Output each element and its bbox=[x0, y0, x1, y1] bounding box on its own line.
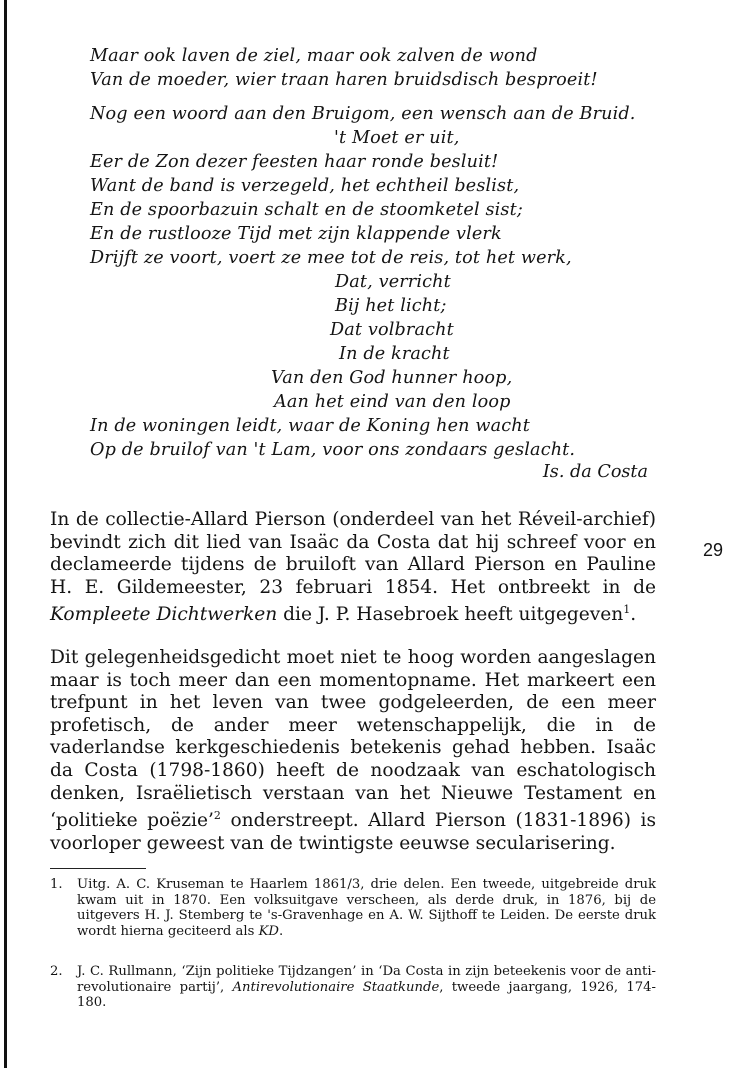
footnote-text-part: Uitg. A. C. Kruseman te Haarlem 1861/3, drie delen. Een tweede, uitgebreide druk kwam uit in 1870. Een volksuitgave verscheen, als derde druk, in 1876, bij de uitgevers H. J. Stemberg te 's-Gravenhage en A. W. Sijthoff te Leiden. De eerste druk wordt hierna geciteerd als bbox=[77, 877, 656, 939]
footnote-text-part: . bbox=[279, 923, 284, 939]
footnote-text-part: , tweede jaargang, 1926, 174-180. bbox=[77, 979, 656, 1011]
poem-line: Nog een woord aan den Bruigom, een wensch aan de Bruid. bbox=[90, 104, 636, 124]
footnote-italic: Antirevolutionaire Staatkunde bbox=[232, 979, 440, 995]
poem-line: Bij het licht; bbox=[335, 296, 447, 316]
poem-line: Aan het eind van den loop bbox=[274, 392, 511, 412]
book-title: Kompleete Dichtwerken bbox=[50, 604, 278, 626]
paragraph-text: . bbox=[630, 604, 637, 626]
paragraph-occasional-poem bbox=[50, 647, 656, 856]
footnote-italic: KD bbox=[258, 923, 280, 939]
footnote-ref-2: 2 bbox=[213, 809, 221, 823]
paragraph-text: Dit gelegenheidsgedicht moet niet te hoog worden aangeslagen maar is toch meer dan een momentopname. Het markeert een trefpunt in het leven van twee godgeleerden, de een meer profetisch, de ander meer wetenschappelijk, die in de vaderlandse kerkgeschiedenis betekenis gehad hebben. Isaäc da Costa (1798-1860) heeft de noodzaak van eschatologisch denken, Israëlietisch verstaan van het Nieuwe Testament en ‘politieke poëzie’ bbox=[50, 647, 656, 832]
paragraph-text: die J. P. Hasebroek heeft uitgegeven bbox=[277, 604, 624, 626]
footnote-ref-1: 1 bbox=[623, 603, 631, 617]
footnote-text bbox=[77, 964, 656, 1011]
poem-line: In de woningen leidt, waar de Koning hen wacht bbox=[90, 416, 530, 436]
poem-line: Maar ook laven de ziel, maar ook zalven de wond bbox=[90, 46, 538, 66]
poem-line: Want de band is verzegeld, het echtheil beslist, bbox=[90, 176, 520, 196]
poem-line: 't Moet er uit, bbox=[334, 128, 460, 148]
left-margin-rule bbox=[4, 0, 7, 1068]
poem-line: In de kracht bbox=[339, 344, 450, 364]
footnote-text bbox=[77, 877, 656, 939]
poem-line: Van de moeder, wier traan haren bruidsdisch besproeit! bbox=[90, 70, 598, 90]
page-number: 29 bbox=[703, 540, 724, 560]
poem-line: Van den God hunner hoop, bbox=[271, 368, 513, 388]
footnote-number: 2. bbox=[50, 964, 63, 979]
paragraph-text: onderstreept. Allard Pierson (1831-1896) is voorloper geweest van de twintigste eeuwse secularisering. bbox=[50, 810, 656, 854]
footnote-number: 1. bbox=[50, 877, 63, 892]
paragraph-collection bbox=[50, 509, 656, 627]
poem-line: Dat, verricht bbox=[335, 272, 451, 292]
footnote-2 bbox=[50, 964, 656, 1011]
poem-line: Eer de Zon dezer feesten haar ronde besluit! bbox=[90, 152, 499, 172]
footnote-divider bbox=[50, 868, 146, 869]
paragraph-text: In de collectie-Allard Pierson (onderdeel van het Réveil-archief) bevindt zich dit lied van Isaäc da Costa dat hij schreef voor en declameerde tijdens de bruiloft van Allard Pierson en Pauline H. E. Gildemeester, 23 februari 1854. Het ontbreekt in de bbox=[50, 509, 656, 598]
footnote-text-part: J. C. Rullmann, ‘Zijn politieke Tijdzangen’ in ‘Da Costa in zijn beteekenis voor de anti-revolutionaire partij’, bbox=[77, 964, 656, 995]
poem-line: Op de bruilof van 't Lam, voor ons zondaars geslacht. bbox=[90, 440, 576, 460]
poem-line: Dat volbracht bbox=[330, 320, 454, 340]
footnote-1 bbox=[50, 877, 656, 939]
poem-author: Is. da Costa bbox=[542, 462, 648, 482]
poem-line: En de spoorbazuin schalt en de stoomketel sist; bbox=[90, 200, 523, 220]
poem-line: Drijft ze voort, voert ze mee tot de reis, tot het werk, bbox=[90, 248, 572, 268]
poem-line: En de rustlooze Tijd met zijn klappende vlerk bbox=[90, 224, 502, 244]
